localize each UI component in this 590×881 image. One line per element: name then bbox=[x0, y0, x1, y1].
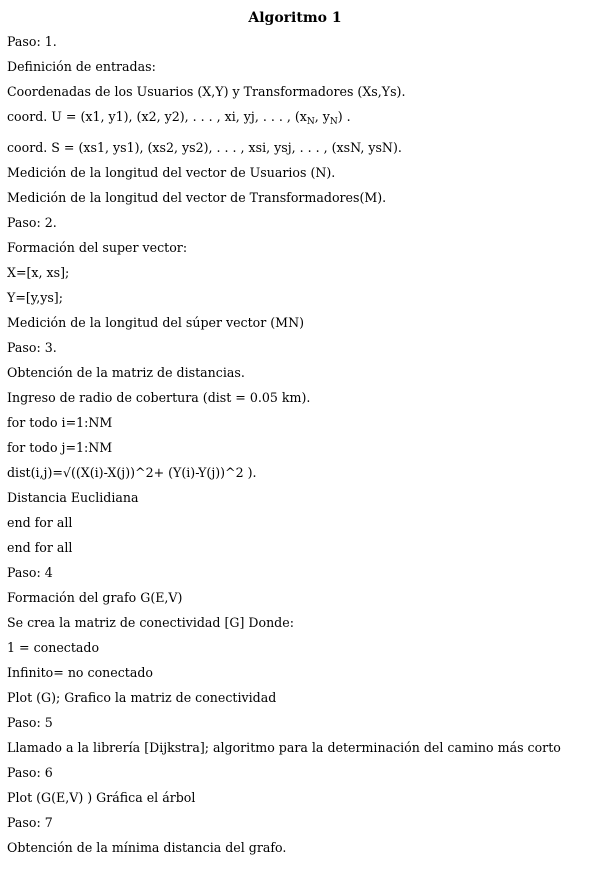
distance-matrix: Obtención de la matriz de distancias. bbox=[7, 365, 245, 380]
step-1-label: Paso: 1. bbox=[7, 34, 57, 49]
users-coordinates-end: ) . bbox=[337, 109, 351, 124]
users-coordinates-mid: , y bbox=[314, 109, 330, 124]
not-connected-value: Infinito= no conectado bbox=[7, 665, 153, 680]
coordinates-description: Coordenadas de los Usuarios (X,Y) y Transformadores (Xs,Ys). bbox=[7, 84, 406, 99]
step-3-label: Paso: 3. bbox=[7, 340, 57, 355]
plot-connectivity: Plot (G); Grafico la matriz de conectividad bbox=[7, 690, 277, 705]
connectivity-matrix: Se crea la matriz de conectividad [G] Donde: bbox=[7, 615, 294, 630]
coverage-radius: Ingreso de radio de cobertura (dist = 0.05 km). bbox=[7, 390, 311, 405]
distance-formula: dist(i,j)=√((X(i)-X(j))^2+ (Y(i)-Y(j))^2 ). bbox=[7, 465, 257, 480]
super-vector-length: Medición de la longitud del súper vector (MN) bbox=[7, 315, 305, 330]
users-coordinates-text: coord. U = (x1, y1), (x2, y2), . . . , xi, yj, . . . , (x bbox=[7, 109, 307, 124]
connected-value: 1 = conectado bbox=[7, 640, 100, 655]
dijkstra-call: Llamado a la librería [Dijkstra]; algoritmo para la determinación del camino más corto bbox=[7, 740, 561, 755]
plot-tree: Plot (G(E,V) ) Gráfica el árbol bbox=[7, 790, 196, 805]
step-5-label: Paso: 5 bbox=[7, 715, 53, 730]
graph-formation: Formación del grafo G(E,V) bbox=[7, 590, 183, 605]
euclidean-distance: Distancia Euclidiana bbox=[7, 490, 139, 505]
inputs-definition: Definición de entradas: bbox=[7, 59, 156, 74]
y-super-vector: Y=[y,ys]; bbox=[7, 290, 63, 305]
subscript-n: N bbox=[306, 117, 315, 127]
end-loop-1: end for all bbox=[7, 515, 73, 530]
loop-j: for todo j=1:NM bbox=[7, 440, 113, 455]
step-4-label: Paso: 4 bbox=[7, 565, 53, 580]
algorithm-body bbox=[7, 33, 587, 864]
step-2-label: Paso: 2. bbox=[7, 215, 57, 230]
algorithm-title: Algoritmo 1 bbox=[248, 10, 342, 26]
users-vector-length: Medición de la longitud del vector de Usuarios (N). bbox=[7, 165, 336, 180]
transformers-vector-length: Medición de la longitud del vector de Transformadores(M). bbox=[7, 190, 387, 205]
minimum-distance: Obtención de la mínima distancia del grafo. bbox=[7, 840, 287, 855]
end-loop-2: end for all bbox=[7, 540, 73, 555]
step-6-label: Paso: 6 bbox=[7, 765, 53, 780]
transformers-coordinates: coord. S = (xs1, ys1), (xs2, ys2), . . . , xsi, ysj, . . . , (xsN, ysN). bbox=[7, 140, 402, 155]
step-7-label: Paso: 7 bbox=[7, 815, 53, 830]
loop-i: for todo i=1:NM bbox=[7, 415, 113, 430]
super-vector-formation: Formación del super vector: bbox=[7, 240, 188, 255]
users-coordinates bbox=[7, 108, 587, 139]
subscript-n: N bbox=[329, 117, 338, 127]
x-super-vector: X=[x, xs]; bbox=[7, 265, 70, 280]
